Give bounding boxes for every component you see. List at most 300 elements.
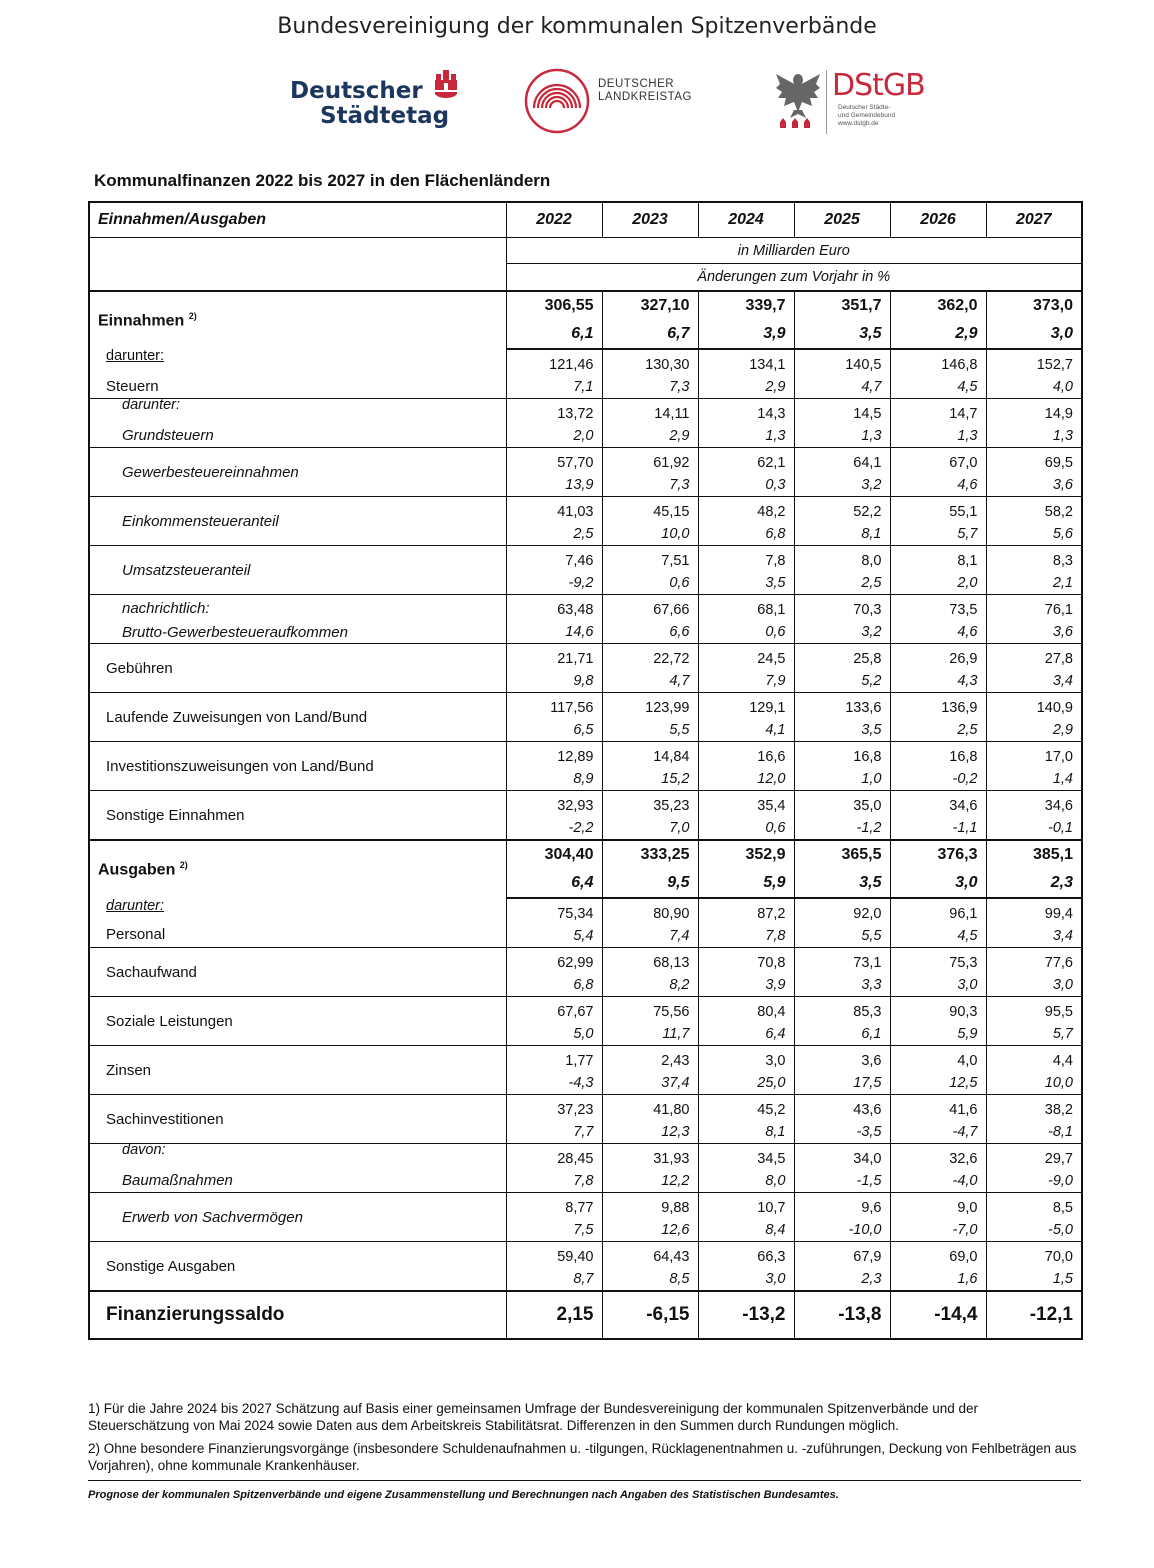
value-cell: 14,5 — [794, 399, 890, 426]
change-cell: -0,2 — [890, 768, 986, 791]
dstgb-abbr: DStGB — [832, 68, 925, 103]
value-cell: 29,7 — [986, 1144, 1082, 1171]
value-cell: 68,13 — [602, 948, 698, 975]
value-cell: 45,15 — [602, 497, 698, 524]
value-cell: 58,2 — [986, 497, 1082, 524]
value-cell: 376,3 — [890, 840, 986, 869]
value-cell: -13,8 — [794, 1291, 890, 1339]
change-cell: 12,3 — [602, 1121, 698, 1144]
value-cell: 73,1 — [794, 948, 890, 975]
saldo-row — [89, 1291, 1082, 1339]
value-cell: 92,0 — [794, 898, 890, 925]
footnote-2: 2) Ohne besondere Finanzierungsvorgänge (insbesondere Schuldenaufnahmen u. -tilgungen, Rücklagenentnahmen u. -zuführungen, Deckung von Fehlbeträgen aus Vorjahren), ohne kommunale Krankenhäuser. — [88, 1441, 1077, 1473]
value-cell: 362,0 — [890, 291, 986, 320]
change-cell: 1,3 — [890, 425, 986, 448]
value-cell: 76,1 — [986, 595, 1082, 622]
value-cell: 333,25 — [602, 840, 698, 869]
table-row — [89, 497, 1082, 524]
change-cell: 7,5 — [506, 1219, 602, 1242]
change-cell: -1,1 — [890, 817, 986, 840]
value-cell: 304,40 — [506, 840, 602, 869]
darunter-label: darunter: — [122, 396, 181, 413]
row-label-grundsteuern: darunter: Grundsteuern — [89, 399, 506, 448]
change-cell: -9,0 — [986, 1170, 1082, 1193]
value-cell: 25,8 — [794, 644, 890, 671]
value-cell: 35,0 — [794, 791, 890, 818]
value-cell: 64,43 — [602, 1242, 698, 1269]
value-cell: 140,9 — [986, 693, 1082, 720]
page-header-title: Bundesvereinigung der kommunalen Spitzenverbände — [277, 14, 877, 39]
change-cell: 10,0 — [986, 1072, 1082, 1095]
change-cell: 3,0 — [698, 1268, 794, 1291]
value-cell: 133,6 — [794, 693, 890, 720]
change-cell: 2,9 — [698, 376, 794, 399]
row-label-sonstige-einnahmen: Sonstige Einnahmen — [89, 791, 506, 841]
year-header: 2027 — [986, 202, 1082, 238]
value-cell: 48,2 — [698, 497, 794, 524]
value-cell: 26,9 — [890, 644, 986, 671]
darunter-label: darunter: — [106, 898, 165, 914]
change-cell: 2,0 — [890, 572, 986, 595]
unit-label: Änderungen zum Vorjahr in % — [506, 264, 1082, 292]
change-cell: 6,6 — [602, 621, 698, 644]
dstgb-subtext: Deutscher Städte- und Gemeindebund www.dstgb.de — [838, 104, 896, 127]
change-cell: 0,6 — [602, 572, 698, 595]
value-cell: 80,90 — [602, 898, 698, 925]
row-label-einnahmen: Einnahmen $^{2)}$ — [98, 310, 197, 330]
row-label-gebuehren: Gebühren — [89, 644, 506, 693]
year-header: 2026 — [890, 202, 986, 238]
value-cell: 14,7 — [890, 399, 986, 426]
value-cell: 13,72 — [506, 399, 602, 426]
change-cell: 3,9 — [698, 320, 794, 349]
value-cell: 21,71 — [506, 644, 602, 671]
value-cell: 41,03 — [506, 497, 602, 524]
value-cell: 90,3 — [890, 997, 986, 1024]
value-cell: 352,9 — [698, 840, 794, 869]
value-cell: 57,70 — [506, 448, 602, 475]
source-note: Prognose der kommunalen Spitzenverbände und eigene Zusammenstellung und Berechnungen nach Angaben des Statistischen Bundesamtes. — [88, 1480, 1081, 1504]
change-cell: 3,5 — [794, 869, 890, 898]
dstgb-logo — [774, 66, 925, 135]
value-cell: 67,0 — [890, 448, 986, 475]
value-cell: 351,7 — [794, 291, 890, 320]
row-label-sachaufwand: Sachaufwand — [89, 948, 506, 997]
value-cell: 80,4 — [698, 997, 794, 1024]
change-cell: 4,3 — [890, 670, 986, 693]
value-cell: -14,4 — [890, 1291, 986, 1339]
change-cell: 2,5 — [794, 572, 890, 595]
change-cell: 0,6 — [698, 621, 794, 644]
row-label-umsatz: Umsatzsteueranteil — [89, 546, 506, 595]
change-cell: 3,2 — [794, 474, 890, 497]
change-cell: 5,6 — [986, 523, 1082, 546]
unit-row-blank — [89, 238, 506, 292]
year-header: 2022 — [506, 202, 602, 238]
value-cell: 96,1 — [890, 898, 986, 925]
change-cell: 7,9 — [698, 670, 794, 693]
table-row — [89, 840, 1082, 869]
value-cell: 43,6 — [794, 1095, 890, 1122]
value-cell: 99,4 — [986, 898, 1082, 925]
value-cell: 117,56 — [506, 693, 602, 720]
value-cell: 12,89 — [506, 742, 602, 769]
dstgb-divider — [826, 70, 827, 134]
change-cell: 5,2 — [794, 670, 890, 693]
value-cell: 4,4 — [986, 1046, 1082, 1073]
row-label-personal: darunter: Personal — [89, 898, 506, 948]
landkreistag-logo — [524, 68, 692, 139]
change-cell: 15,2 — [602, 768, 698, 791]
value-cell: 75,3 — [890, 948, 986, 975]
change-cell: 5,7 — [986, 1023, 1082, 1046]
change-cell: 3,6 — [986, 621, 1082, 644]
footnote-1: 1) Für die Jahre 2024 bis 2027 Schätzung auf Basis einer gemeinsamen Umfrage der Bundesvereinigung der kommunalen Spitzenverbände und der Steuerschätzung von Mai 2024 sowie Daten aus dem Arbeitskreis Stabilitätsrat. Differenzen in den Summen durch Rundungen möglich. — [88, 1401, 979, 1433]
value-cell: 70,3 — [794, 595, 890, 622]
change-cell: 8,1 — [698, 1121, 794, 1144]
value-cell: 95,5 — [986, 997, 1082, 1024]
staedtetag-logo — [290, 70, 459, 129]
year-header: 2024 — [698, 202, 794, 238]
change-cell: 3,9 — [698, 974, 794, 997]
value-cell: 339,7 — [698, 291, 794, 320]
logo-bar — [0, 64, 1154, 144]
value-cell: 52,2 — [794, 497, 890, 524]
change-cell: 0,3 — [698, 474, 794, 497]
value-cell: 14,9 — [986, 399, 1082, 426]
value-cell: 69,0 — [890, 1242, 986, 1269]
value-cell: 75,56 — [602, 997, 698, 1024]
table-row — [89, 693, 1082, 720]
value-cell: 9,0 — [890, 1193, 986, 1220]
value-cell: 37,23 — [506, 1095, 602, 1122]
value-cell: 63,48 — [506, 595, 602, 622]
value-cell: 35,23 — [602, 791, 698, 818]
unit-label: in Milliarden Euro — [506, 238, 1082, 264]
value-cell: 10,7 — [698, 1193, 794, 1220]
value-cell: -12,1 — [986, 1291, 1082, 1339]
table-title: Kommunalfinanzen 2022 bis 2027 in den Flächenländern — [94, 171, 551, 190]
value-cell: 16,8 — [794, 742, 890, 769]
change-cell: -4,7 — [890, 1121, 986, 1144]
value-cell: 67,9 — [794, 1242, 890, 1269]
value-cell: 85,3 — [794, 997, 890, 1024]
change-cell: -4,0 — [890, 1170, 986, 1193]
value-cell: 7,46 — [506, 546, 602, 573]
value-cell: 8,0 — [794, 546, 890, 573]
change-cell: 1,3 — [794, 425, 890, 448]
change-cell: 7,4 — [602, 925, 698, 948]
change-cell: 7,8 — [698, 925, 794, 948]
value-cell: 17,0 — [986, 742, 1082, 769]
change-cell: 5,9 — [698, 869, 794, 898]
row-label-einkommen: Einkommensteueranteil — [89, 497, 506, 546]
change-cell: 2,0 — [506, 425, 602, 448]
value-cell: 16,8 — [890, 742, 986, 769]
change-cell: 3,2 — [794, 621, 890, 644]
value-cell: 34,0 — [794, 1144, 890, 1171]
change-cell: 4,1 — [698, 719, 794, 742]
change-cell: 4,6 — [890, 621, 986, 644]
value-cell: 59,40 — [506, 1242, 602, 1269]
change-cell: 8,9 — [506, 768, 602, 791]
change-cell: 14,6 — [506, 621, 602, 644]
davon-label: davon: — [122, 1141, 166, 1158]
value-cell: 61,92 — [602, 448, 698, 475]
unit-row — [89, 238, 1082, 264]
value-cell: 8,1 — [890, 546, 986, 573]
row-label-steuern: darunter: Steuern — [89, 349, 506, 399]
change-cell: 10,0 — [602, 523, 698, 546]
value-cell: 121,46 — [506, 349, 602, 376]
value-cell: 373,0 — [986, 291, 1082, 320]
change-cell: 9,5 — [602, 869, 698, 898]
value-cell: 68,1 — [698, 595, 794, 622]
change-cell: 4,7 — [602, 670, 698, 693]
change-cell: -5,0 — [986, 1219, 1082, 1242]
finance-table — [88, 201, 1083, 1340]
row-label-laufende: Laufende Zuweisungen von Land/Bund — [89, 693, 506, 742]
table-row — [89, 898, 1082, 925]
row-label-saldo: Finanzierungssaldo — [89, 1291, 506, 1339]
value-cell: 385,1 — [986, 840, 1082, 869]
change-cell: 2,5 — [506, 523, 602, 546]
table-row — [89, 349, 1082, 376]
value-cell: 38,2 — [986, 1095, 1082, 1122]
row-label-zinsen: Zinsen — [89, 1046, 506, 1095]
table-row — [89, 791, 1082, 818]
table-row — [89, 448, 1082, 475]
value-cell: 41,6 — [890, 1095, 986, 1122]
row-label-sonstige-ausgaben: Sonstige Ausgaben — [89, 1242, 506, 1292]
staedtetag-logo-line1: Deutscher — [290, 70, 459, 104]
change-cell: -1,2 — [794, 817, 890, 840]
change-cell: 3,6 — [986, 474, 1082, 497]
change-cell: 7,3 — [602, 376, 698, 399]
change-cell: -8,1 — [986, 1121, 1082, 1144]
value-cell: 7,51 — [602, 546, 698, 573]
table-row — [89, 948, 1082, 975]
change-cell: 5,5 — [602, 719, 698, 742]
value-cell: 152,7 — [986, 349, 1082, 376]
change-cell: -3,5 — [794, 1121, 890, 1144]
change-cell: 6,4 — [506, 869, 602, 898]
value-cell: 7,8 — [698, 546, 794, 573]
value-cell: 32,93 — [506, 791, 602, 818]
value-cell: -13,2 — [698, 1291, 794, 1339]
value-cell: 3,6 — [794, 1046, 890, 1073]
change-cell: 25,0 — [698, 1072, 794, 1095]
change-cell: 9,8 — [506, 670, 602, 693]
change-cell: 3,0 — [890, 869, 986, 898]
change-cell: 8,4 — [698, 1219, 794, 1242]
value-cell: 8,77 — [506, 1193, 602, 1220]
row-label-sachinvestitionen: Sachinvestitionen — [89, 1095, 506, 1144]
change-cell: 7,3 — [602, 474, 698, 497]
change-cell: -0,1 — [986, 817, 1082, 840]
change-cell: 6,1 — [506, 320, 602, 349]
value-cell: 22,72 — [602, 644, 698, 671]
change-cell: 5,5 — [794, 925, 890, 948]
change-cell: 1,5 — [986, 1268, 1082, 1291]
change-cell: 12,6 — [602, 1219, 698, 1242]
change-cell: -2,2 — [506, 817, 602, 840]
value-cell: 64,1 — [794, 448, 890, 475]
table-row — [89, 621, 1082, 644]
change-cell: 7,0 — [602, 817, 698, 840]
change-cell: 8,0 — [698, 1170, 794, 1193]
value-cell: 14,11 — [602, 399, 698, 426]
value-cell: 16,6 — [698, 742, 794, 769]
change-cell: 8,2 — [602, 974, 698, 997]
value-cell: 365,5 — [794, 840, 890, 869]
change-cell: 3,5 — [794, 719, 890, 742]
change-cell: 3,0 — [986, 974, 1082, 997]
row-label-soziale: Soziale Leistungen — [89, 997, 506, 1046]
value-cell: 14,84 — [602, 742, 698, 769]
change-cell: 8,5 — [602, 1268, 698, 1291]
value-cell: 55,1 — [890, 497, 986, 524]
change-cell: 6,4 — [698, 1023, 794, 1046]
change-cell: 11,7 — [602, 1023, 698, 1046]
value-cell: 62,1 — [698, 448, 794, 475]
change-cell: 8,1 — [794, 523, 890, 546]
change-cell: 2,3 — [794, 1268, 890, 1291]
value-cell: 129,1 — [698, 693, 794, 720]
table-row — [89, 1095, 1082, 1122]
landkreistag-logo-text: DEUTSCHER LANDKREISTAG — [598, 78, 692, 103]
change-cell: 17,5 — [794, 1072, 890, 1095]
value-cell: 146,8 — [890, 349, 986, 376]
value-cell: 27,8 — [986, 644, 1082, 671]
value-cell: 134,1 — [698, 349, 794, 376]
change-cell: 5,9 — [890, 1023, 986, 1046]
value-cell: 32,6 — [890, 1144, 986, 1171]
change-cell: 7,8 — [506, 1170, 602, 1193]
value-cell: 34,5 — [698, 1144, 794, 1171]
value-cell: 87,2 — [698, 898, 794, 925]
change-cell: 6,7 — [602, 320, 698, 349]
change-cell: 1,4 — [986, 768, 1082, 791]
change-cell: 3,4 — [986, 925, 1082, 948]
table-row — [89, 546, 1082, 573]
year-header: 2025 — [794, 202, 890, 238]
change-cell: 5,0 — [506, 1023, 602, 1046]
footnotes — [88, 1400, 1081, 1504]
value-cell: 41,80 — [602, 1095, 698, 1122]
table-row — [89, 1193, 1082, 1220]
staedtetag-logo-line2: Städtetag — [320, 103, 450, 129]
value-cell: 70,8 — [698, 948, 794, 975]
row-label-brutto-1: nachrichtlich: — [89, 595, 506, 622]
value-cell: 67,67 — [506, 997, 602, 1024]
value-cell: 73,5 — [890, 595, 986, 622]
value-cell: 4,0 — [890, 1046, 986, 1073]
change-cell: 13,9 — [506, 474, 602, 497]
table-row — [89, 399, 1082, 426]
change-cell: 2,9 — [602, 425, 698, 448]
table-row — [89, 1242, 1082, 1269]
change-cell: 5,7 — [890, 523, 986, 546]
value-cell: 123,99 — [602, 693, 698, 720]
value-cell: 8,3 — [986, 546, 1082, 573]
table-row — [89, 644, 1082, 671]
value-cell: 34,6 — [890, 791, 986, 818]
value-cell: 327,10 — [602, 291, 698, 320]
change-cell: 37,4 — [602, 1072, 698, 1095]
table-row — [89, 595, 1082, 622]
value-cell: 130,30 — [602, 349, 698, 376]
value-cell: 70,0 — [986, 1242, 1082, 1269]
change-cell: 6,1 — [794, 1023, 890, 1046]
change-cell: 3,0 — [890, 974, 986, 997]
change-cell: 0,6 — [698, 817, 794, 840]
change-cell: 2,1 — [986, 572, 1082, 595]
value-cell: 28,45 — [506, 1144, 602, 1171]
change-cell: -7,0 — [890, 1219, 986, 1242]
value-cell: 14,3 — [698, 399, 794, 426]
castle-icon — [433, 70, 459, 104]
value-cell: 1,77 — [506, 1046, 602, 1073]
value-cell: 140,5 — [794, 349, 890, 376]
value-cell: 2,43 — [602, 1046, 698, 1073]
change-cell: 12,2 — [602, 1170, 698, 1193]
value-cell: 67,66 — [602, 595, 698, 622]
value-cell: 9,6 — [794, 1193, 890, 1220]
change-cell: 3,5 — [698, 572, 794, 595]
row-label-erwerb: Erwerb von Sachvermögen — [89, 1193, 506, 1242]
value-cell: 75,34 — [506, 898, 602, 925]
row-label-invest: Investitionszuweisungen von Land/Bund — [89, 742, 506, 791]
change-cell: -4,3 — [506, 1072, 602, 1095]
row-label-bau: davon: Baumaßnahmen — [89, 1144, 506, 1193]
change-cell: 3,4 — [986, 670, 1082, 693]
change-cell: 6,5 — [506, 719, 602, 742]
change-cell: 3,0 — [986, 320, 1082, 349]
value-cell: 45,2 — [698, 1095, 794, 1122]
change-cell: 5,4 — [506, 925, 602, 948]
row-label-ausgaben: Ausgaben $^{2)}$ — [89, 840, 506, 898]
value-cell: 306,55 — [506, 291, 602, 320]
table-row — [89, 291, 1082, 320]
change-cell: 4,7 — [794, 376, 890, 399]
arches-icon — [524, 68, 590, 134]
change-cell: -1,5 — [794, 1170, 890, 1193]
change-cell: 4,6 — [890, 474, 986, 497]
change-cell: -10,0 — [794, 1219, 890, 1242]
table-row — [89, 1144, 1082, 1171]
change-cell: 2,9 — [890, 320, 986, 349]
header-row — [89, 202, 1082, 238]
change-cell: 1,0 — [794, 768, 890, 791]
eagle-icon — [774, 66, 822, 130]
change-cell: 4,5 — [890, 925, 986, 948]
change-cell: 1,6 — [890, 1268, 986, 1291]
value-cell: 62,99 — [506, 948, 602, 975]
change-cell: 6,8 — [506, 974, 602, 997]
change-cell: 1,3 — [698, 425, 794, 448]
table-row — [89, 742, 1082, 769]
year-header: 2023 — [602, 202, 698, 238]
value-cell: 77,6 — [986, 948, 1082, 975]
change-cell: 4,0 — [986, 376, 1082, 399]
change-cell: -9,2 — [506, 572, 602, 595]
value-cell: 66,3 — [698, 1242, 794, 1269]
change-cell: 12,0 — [698, 768, 794, 791]
value-cell: 136,9 — [890, 693, 986, 720]
value-cell: 8,5 — [986, 1193, 1082, 1220]
row-label-brutto-2: Brutto-Gewerbesteueraufkommen — [122, 623, 348, 641]
